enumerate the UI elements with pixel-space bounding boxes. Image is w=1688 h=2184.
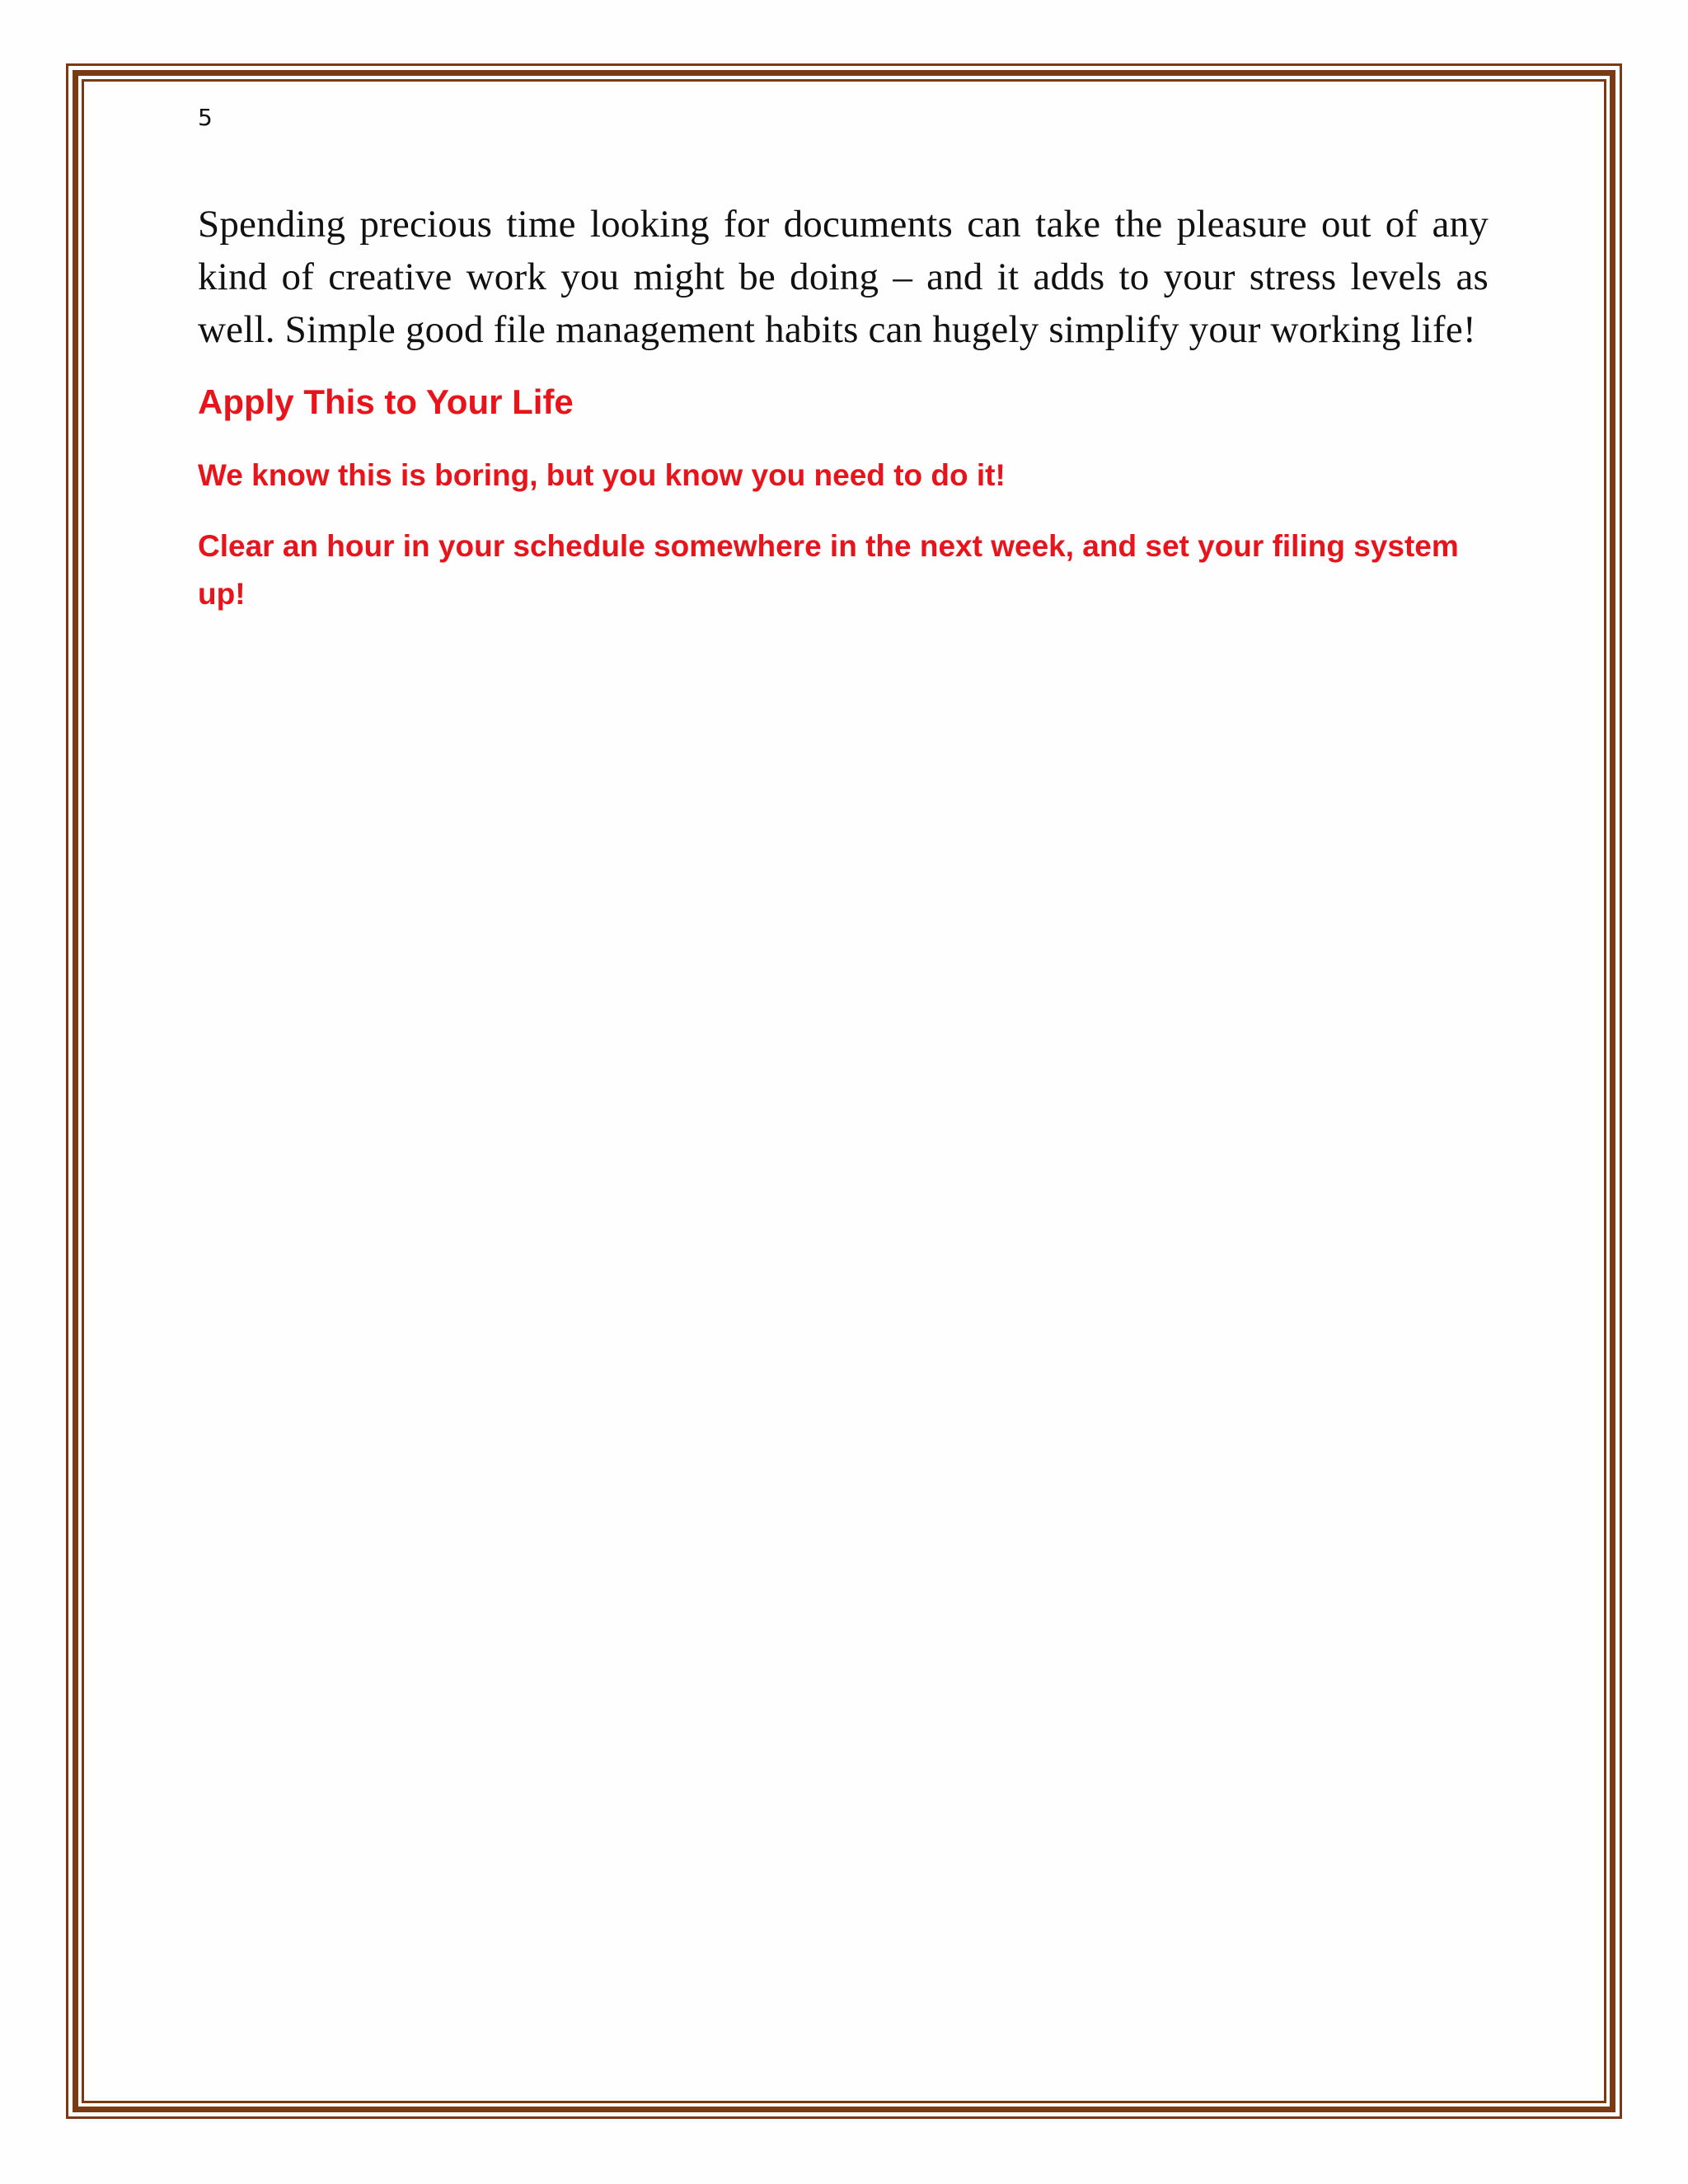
section-heading: Apply This to Your Life (198, 382, 574, 421)
page-number: 5 (198, 104, 213, 131)
action-item: Clear an hour in your schedule somewhere in the next week, and set your filing system up! (198, 529, 1459, 611)
body-paragraph: Spending precious time looking for documents can take the pleasure out of any kind of creative work you might be doing – and it adds to your stress levels as well. Simple good file management habits can hugely simplify your working life! (198, 203, 1489, 351)
page-content (198, 198, 1489, 618)
action-item: We know this is boring, but you know you need to do it! (198, 458, 1006, 492)
